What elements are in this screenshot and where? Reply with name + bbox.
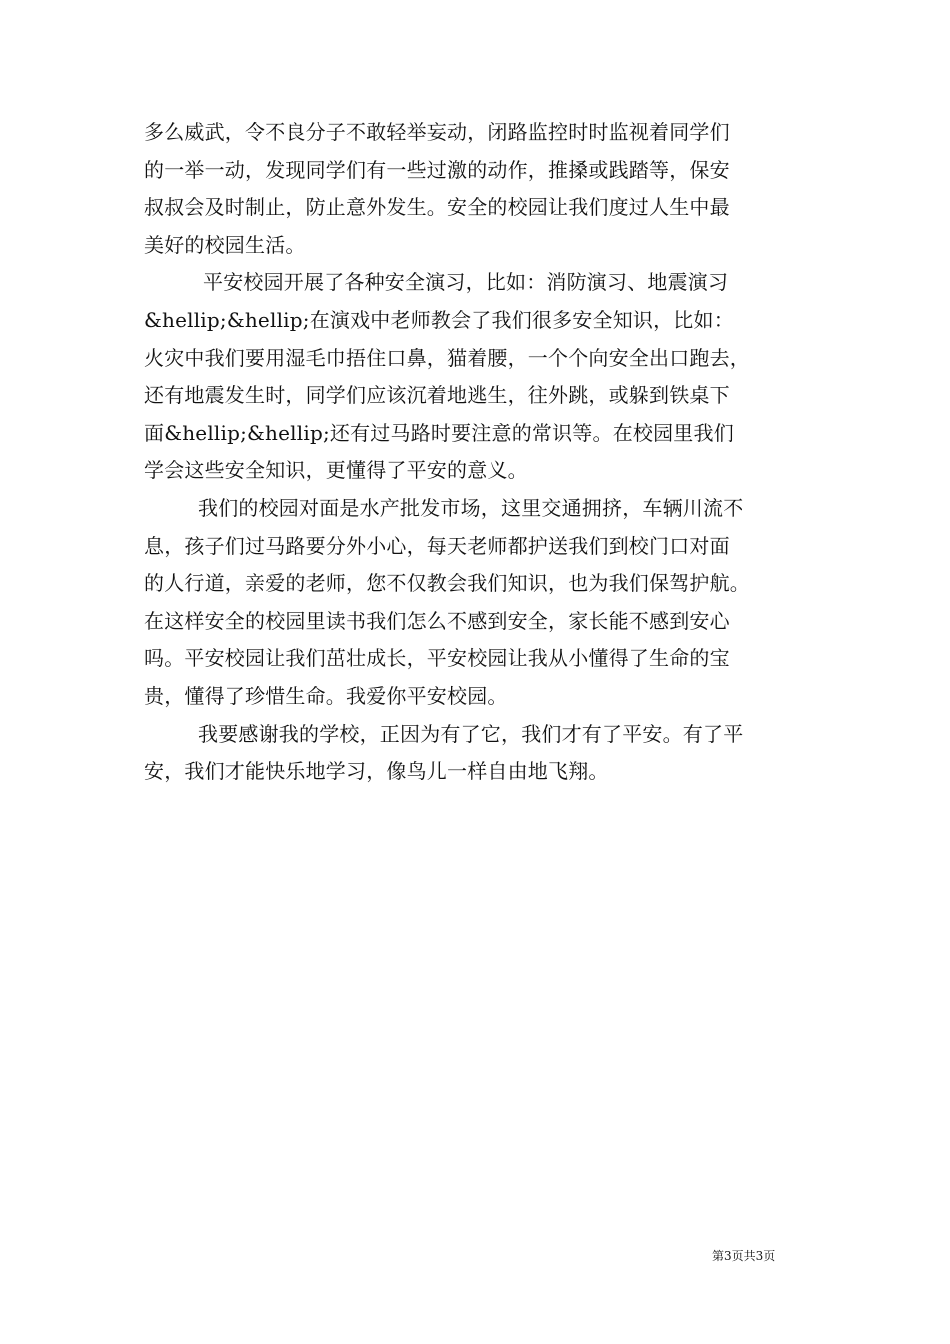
text-line: 平安校园开展了各种安全演习，比如：消防演习、地震演习 — [203, 270, 729, 295]
page-number: 第3页共3页 — [712, 1249, 776, 1263]
text-line: 的人行道，亲爱的老师，您不仅教会我们知识，也为我们保驾护航。 — [144, 571, 750, 596]
text-line: 贵，懂得了珍惜生命。我爱你平安校园。 — [144, 683, 508, 708]
paragraph-2 — [144, 264, 814, 490]
text-line: 吗。平安校园让我们茁壮成长，平安校园让我从小懂得了生命的宝 — [144, 646, 730, 671]
text-line: 叔叔会及时制止，防止意外发生。安全的校园让我们度过人生中最 — [144, 195, 730, 220]
text-line: 火灾中我们要用湿毛巾捂住口鼻，猫着腰，一个个向安全出口跑去， — [144, 345, 750, 370]
text-line: &hellip;&hellip;在演戏中老师教会了我们很多安全知识，比如： — [144, 307, 734, 332]
text-line: 我要感谢我的学校，正因为有了它，我们才有了平安。有了平 — [198, 721, 744, 746]
text-line: 息，孩子们过马路要分外小心，每天老师都护送我们到校门口对面 — [144, 533, 730, 558]
text-line: 学会这些安全知识，更懂得了平安的意义。 — [144, 458, 528, 483]
body-text — [144, 114, 814, 791]
paragraph-4 — [144, 716, 814, 791]
paragraph-1 — [144, 114, 814, 264]
text-line: 美好的校园生活。 — [144, 232, 306, 257]
text-line: 我们的校园对面是水产批发市场，这里交通拥挤，车辆川流不 — [198, 495, 744, 520]
text-line: 的一举一动，发现同学们有一些过激的动作，推搡或践踏等，保安 — [144, 157, 730, 182]
text-line: 还有地震发生时，同学们应该沉着地逃生，往外跳，或躲到铁桌下 — [144, 383, 730, 408]
text-line: 多么威武，令不良分子不敢轻举妄动，闭路监控时时监视着同学们 — [144, 120, 730, 144]
text-line: 安，我们才能快乐地学习，像鸟儿一样自由地飞翔。 — [144, 759, 609, 784]
paragraph-3 — [144, 490, 814, 716]
text-line: 面&hellip;&hellip;还有过马路时要注意的常识等。在校园里我们 — [144, 420, 734, 445]
text-line: 在这样安全的校园里读书我们怎么不感到安全，家长能不感到安心 — [144, 608, 730, 633]
